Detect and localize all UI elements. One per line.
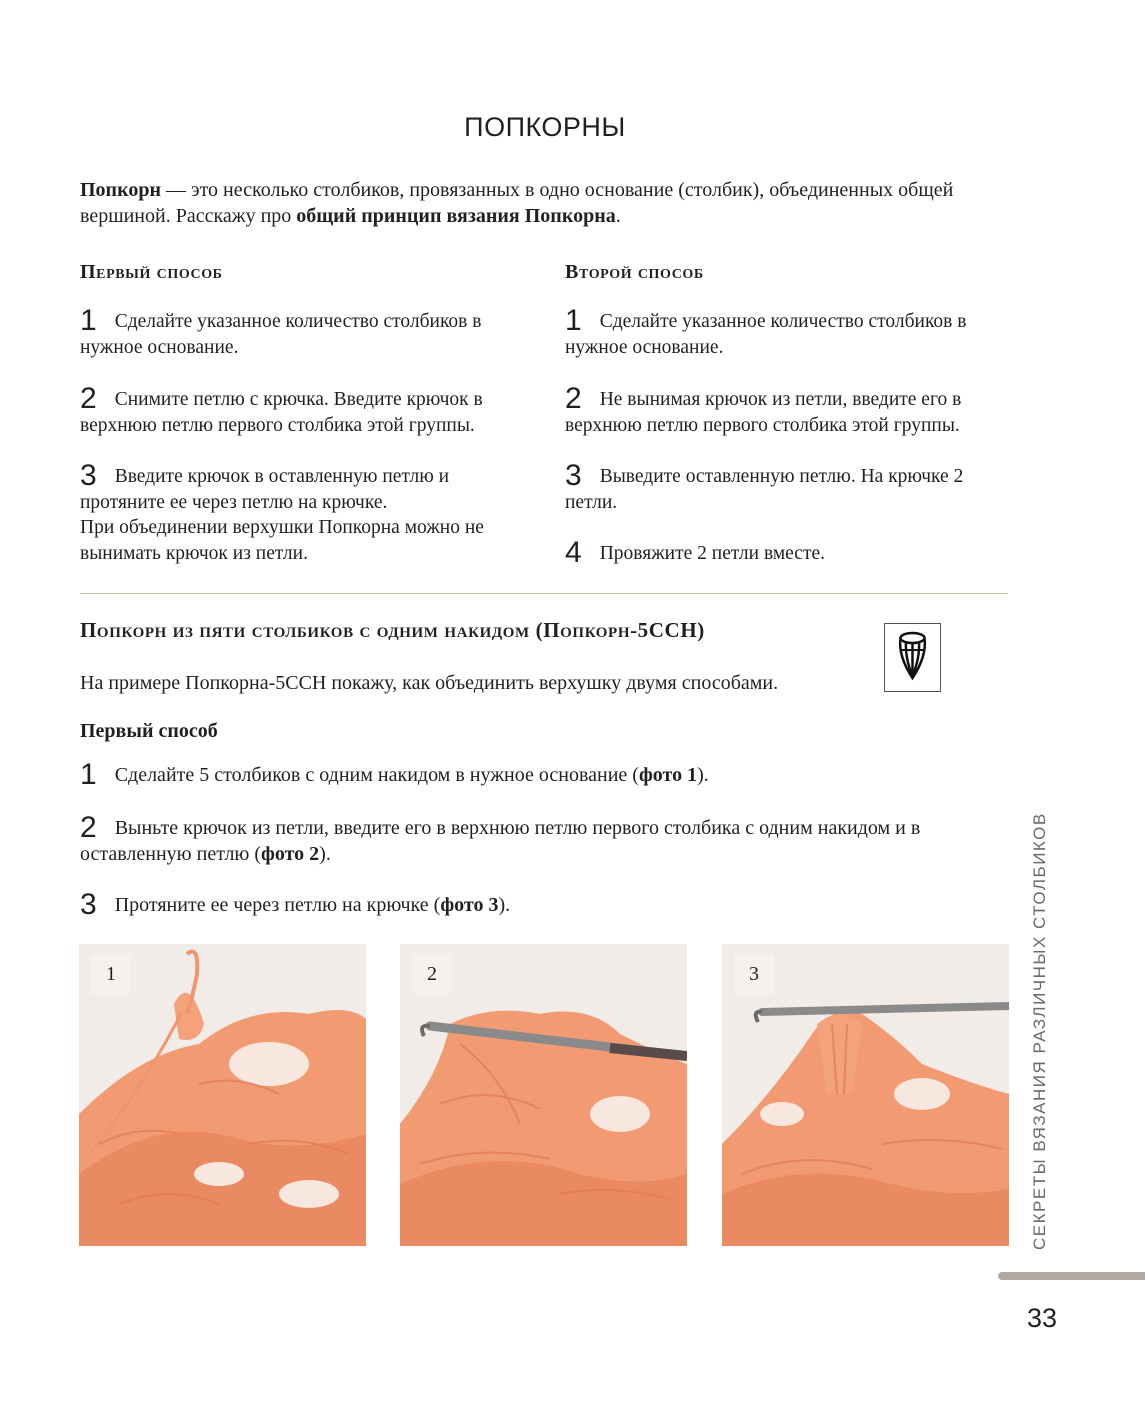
step-text: Провяжите 2 петли вместе. (599, 543, 826, 564)
sidebar-chapter-title: СЕКРЕТЫ ВЯЗАНИЯ РАЗЛИЧНЫХ СТОЛБИКОВ (1030, 812, 1049, 1250)
step-text: Сделайте 5 столбиков с одним накидом в нужное основание ( (114, 764, 639, 786)
step-number: 2 (80, 382, 97, 415)
step-text: Не вынимая крючок из петли, введите его в верхнюю петлю первого столбика этой группы. (565, 389, 962, 436)
section-step-3 (80, 888, 1015, 921)
section-subheading: Первый способ (80, 720, 218, 742)
first-method-heading: Первый способ (80, 261, 223, 283)
step-number: 3 (80, 459, 97, 492)
step-number: 1 (80, 304, 97, 337)
first-method-step-2 (80, 382, 525, 438)
step-text: Выведите оставленную петлю. На крючке 2 петли. (565, 466, 964, 513)
step-text: Выньте крючок из петли, введите его в верхнюю петлю первого столбика с одним накидом и в оставленную петлю ( (80, 817, 921, 865)
photo-label: 1 (91, 954, 131, 994)
step-note: При объединении верхушки Попкорна можно не вынимать крючок из петли. (80, 517, 484, 564)
second-method-step-1 (565, 304, 1010, 360)
intro-text-2: . (615, 205, 621, 227)
photo-ref: фото 1 (638, 764, 698, 786)
section-divider (80, 593, 1008, 594)
section-step-1 (80, 758, 1015, 791)
step-number: 2 (565, 382, 582, 415)
section-heading: Попкорн из пяти столбиков с одним накидом (Попкорн-5ССН) (80, 618, 705, 642)
step-text-end: ). (697, 764, 709, 786)
popcorn-symbol-icon (884, 623, 941, 692)
second-method-step-2 (565, 382, 1010, 438)
step-text: Сделайте указанное количество столбиков в нужное основание. (565, 311, 967, 358)
step-text: Снимите петлю с крючка. Введите крючок в верхнюю петлю первого столбика этой группы. (80, 389, 483, 436)
photo-1 (79, 944, 366, 1246)
intro-text-1: — это несколько столбиков, провязанных в одно основание (столбик), объединенных общей вершиной. Расскажу про (80, 179, 954, 227)
intro-term: Попкорн (80, 179, 161, 201)
photo-ref: фото 3 (440, 894, 499, 916)
section-step-2 (80, 811, 1015, 867)
page-number: 33 (1027, 1303, 1058, 1333)
step-number: 4 (565, 536, 582, 569)
photo-3 (722, 944, 1009, 1246)
intro-paragraph (80, 177, 1020, 229)
photo-ref: фото 2 (261, 842, 320, 865)
photo-label: 3 (734, 954, 774, 994)
page-tab-bar (998, 1272, 1145, 1280)
step-number: 3 (80, 888, 97, 921)
section-intro: На примере Попкорна-5ССН покажу, как объединить верхушку двумя способами. (80, 672, 779, 694)
second-method-step-3 (565, 459, 1010, 515)
photo-2 (400, 944, 687, 1246)
step-text-end: ). (498, 894, 511, 916)
page-title: ПОПКОРНЫ (464, 112, 626, 142)
step-text-end: ). (319, 842, 331, 865)
step-text: Протяните ее через петлю на крючке ( (114, 894, 441, 916)
step-number: 1 (565, 304, 582, 337)
step-number: 1 (80, 758, 97, 791)
step-text: Сделайте указанное количество столбиков в нужное основание. (80, 311, 482, 358)
second-method-step-4 (565, 536, 1010, 569)
first-method-step-3 (80, 459, 525, 566)
photo-label: 2 (412, 954, 452, 994)
intro-bold: общий принцип вязания Попкорна (296, 205, 616, 227)
step-number: 3 (565, 459, 582, 492)
step-text: Введите крючок в оставленную петлю и протяните ее через петлю на крючке. (80, 466, 450, 513)
second-method-heading: Второй способ (565, 261, 704, 283)
step-number: 2 (80, 811, 97, 844)
first-method-step-1 (80, 304, 525, 360)
